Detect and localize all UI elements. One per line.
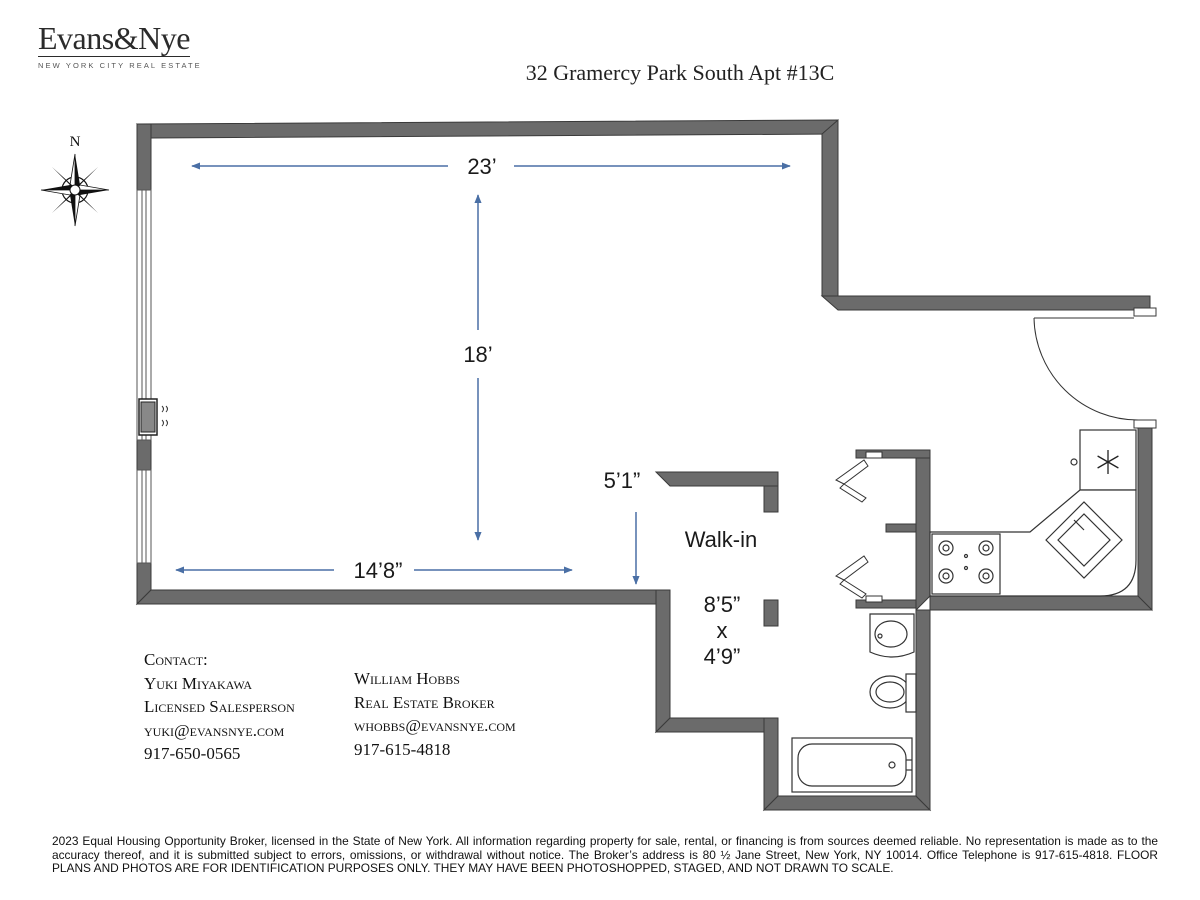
walk-in-by: x [716,618,728,643]
walk-in-width: 8’5” [703,592,741,617]
kitchen [930,430,1136,596]
entry-door [1034,318,1138,420]
wall-walkin-stub-bottom [764,600,778,626]
toilet [870,674,916,712]
compass-north-label: N [69,134,81,150]
contact-email[interactable]: yuki@evansnye.com [144,720,285,740]
wall-bath-south [764,796,930,810]
wall-bath-west [764,718,778,810]
brand-tagline: NEW YORK CITY REAL ESTATE [38,61,202,70]
contact-role: Real Estate Broker [354,692,495,712]
wall-south-living [137,590,656,604]
wall-walkin-stub-top [764,486,778,512]
contact-name: William Hobbs [354,669,460,688]
wall-top [137,120,838,138]
wall-step [822,296,1150,310]
stove [932,534,1000,594]
bathtub [792,738,912,792]
compass-rose-icon [41,134,109,226]
wall-west-top [137,124,151,190]
wall-closet-bottom [856,600,916,608]
wall-walkin-south [656,718,778,732]
wall-closet-divider [886,524,916,532]
closet-doors [836,452,882,602]
wall-walkin-west [656,590,670,732]
radiator [139,399,168,435]
wall-west-mid [137,440,151,470]
bathroom-sink [870,614,914,657]
legal-disclaimer: 2023 Equal Housing Opportunity Broker, licensed in the State of New York. All information regarding property for sale, rental, or financing is from sources deemed reliable. No representation is made as to the accuracy thereof, and it is submitted subject to errors, omissions, or withdrawal without notice. The Broker’s address is 80 ½ Jane Street, New York, NY 10014. Office Telephone is 917-615-4818. FLOOR PLANS AND PHOTOS ARE FOR IDENTIFICATION PURPOSES ONLY. THEY MAY HAVE BEEN PHOTOSHOPPED, STAGED, AND NOT DRAWN TO SCALE. [52,834,1158,876]
dimension-main-width: 23’ [467,154,497,179]
listing-title: 32 Gramercy Park South Apt #13C [525,60,835,85]
window-south [137,470,151,563]
contact-phone[interactable]: 917-615-4818 [354,739,451,759]
bathroom [792,614,916,792]
walk-in-label: Walk-in [684,527,758,552]
brand-name: Evans&Nye [38,20,190,56]
contact-email[interactable]: whobbs@evansnye.com [354,716,516,735]
wall-kitchen-west [916,450,930,610]
contact-role: Licensed Salesperson [144,697,295,716]
dimension-main-depth: 18’ [463,342,493,367]
contact-primary [144,648,295,766]
dimension-offset: 5’1” [603,468,641,493]
dimension-lower-width: 14’8” [353,558,403,583]
contact-name: Yuki Miyakawa [144,673,253,693]
wall-walkin-top [656,472,778,486]
door-jamb-top [1134,308,1156,316]
wall-kitchen-south [930,596,1152,610]
contact-phone[interactable]: 917-650-0565 [144,744,241,763]
wall-east-lower [1138,420,1152,610]
walk-in-depth: 4’9” [703,644,741,669]
west-windows [137,190,151,563]
wall-bath-east [916,610,930,810]
door-jamb-bottom [1134,420,1156,428]
wall-east-upper [822,120,838,296]
dimension-arrows [176,166,790,584]
contact-heading: Contact: [144,650,208,669]
contact-broker [354,667,516,761]
